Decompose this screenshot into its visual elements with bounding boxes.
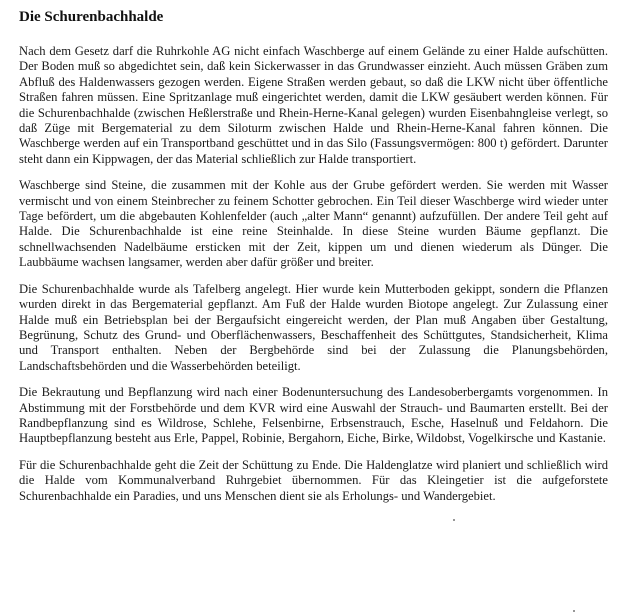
paragraph-3: Die Schurenbachhalde wurde als Tafelberg angelegt. Hier wurde kein Mutterboden gekippt, sondern die Pflanzen wurden direkt in das Bergematerial gepflanzt. Am Fuß der Halde wurden Biotope angelegt. Zur Zulassung einer Halde muß ein Betriebsplan bei der Bergaufsicht eingereicht werden, der Plan muß Angaben über Gestaltung, Begrünung, Schutz des Grund- und Oberflächenwassers, Beschaffenheit des Schüttgutes, Standsicherheit, Klima und Transport enthalten. Neben der Bergbehörde sind bei der Zulassung die Planungsbehörden, Landschaftsbehörden und die Wasserbehörden beteiligt.: [19, 281, 608, 373]
scan-speck: [573, 610, 575, 612]
scan-speck: [453, 519, 455, 521]
paragraph-2: Waschberge sind Steine, die zusammen mit der Kohle aus der Grube gefördert werden. Sie werden mit Wasser vermischt und von einem Steinbrecher zu feinem Schotter gebrochen. Ein Teil dieser Waschberge wird wieder unter Tage befördert, um die abgebauten Kohlenfelder (auch „alter Mann“ genannt) aufzufüllen. Der andere Teil geht auf Halde. Die Schurenbachhalde ist eine reine Steinhalde. In diese Steine wurden Bäume gepflanzt. Die schnellwachsenden Nadelbäume ersticken mit der Zeit, kippen um und dienen wiederum als Dünger. Die Laubbäume wachsen langsamer, werden aber dafür größer und breiter.: [19, 178, 608, 270]
paragraph-5: Für die Schurenbachhalde geht die Zeit der Schüttung zu Ende. Die Haldenglatze wird planiert und schließlich wird die Halde vom Kommunalverband Ruhrgebiet übernommen. Für das Kleingetier ist die aufgeforstete Schurenbachhalde ein Paradies, und uns Menschen dient sie als Erholungs- und Wandergebiet.: [19, 457, 608, 503]
document-title: Die Schurenbachhalde: [19, 9, 164, 25]
paragraph-1: Nach dem Gesetz darf die Ruhrkohle AG nicht einfach Waschberge auf einem Gelände zu einer Halde aufschütten. Der Boden muß so abgedichtet sein, daß kein Sickerwasser in das Grundwasser einzieht. Auch müssen Gräben zum Abfluß des Haldenwassers gezogen werden. Eigene Straßen werden gebaut, so daß die LKW nicht über öffentliche Straßen fahren müssen. Eine Spritzanlage muß eingerichtet werden, damit die LKW gesäubert werden können. Für die Schurenbachhalde (zwischen Heßlerstraße und Rhein-Herne-Kanal gelegen) wurden Eisenbahngleise verlegt, so daß Züge mit Bergematerial zu dem Siloturm zwischen Halde und Rhein-Herne-Kanal fahren können. Die Waschberge werden auf ein Transportband geschüttet und in das Silo (Fassungsvermögen: 800 t) gefördert. Darunter steht dann ein Kippwagen, der das Material schließlich zur Halde transportiert.: [19, 44, 608, 166]
paragraph-4: Die Bekrautung und Bepflanzung wird nach einer Bodenuntersuchung des Landesoberbergamts vorgenommen. In Abstimmung mit der Forstbehörde und dem KVR wird eine Auswahl der Strauch- und Baumarten erstellt. Bei der Randbepflanzung sind es Wildrose, Schlehe, Felsenbirne, Erbsenstrauch, Esche, Haselnuß und Feldahorn. Die Hauptbepflanzung besteht aus Erle, Pappel, Robinie, Bergahorn, Eiche, Birke, Wildobst, Vogelkirsche und Kastanie.: [19, 385, 608, 446]
